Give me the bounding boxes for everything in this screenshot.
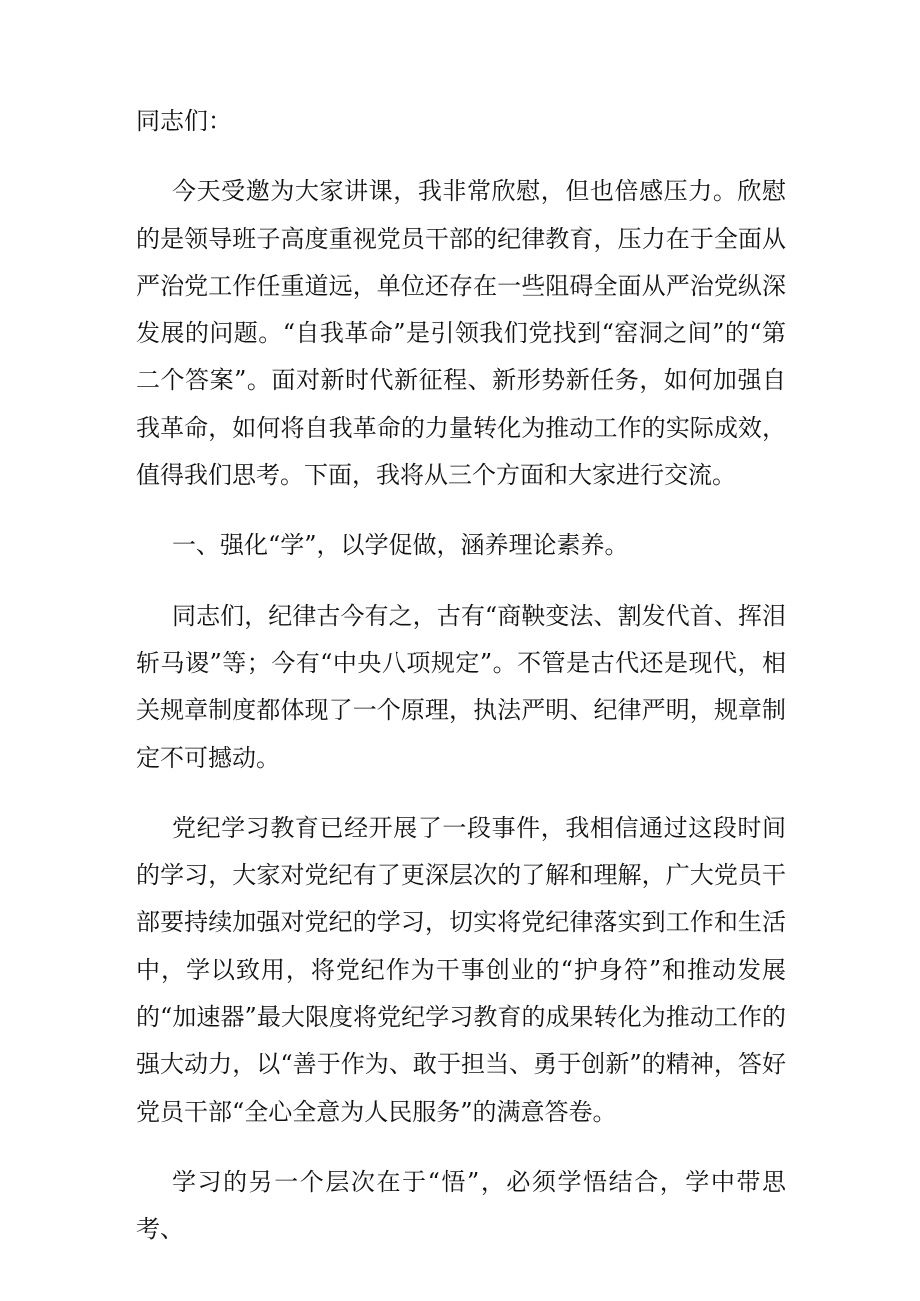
salutation: 同志们： [136, 107, 232, 135]
paragraph-learning-insight: 学习的另一个层次在于“悟”，必须学悟结合，学中带思考、 [136, 1167, 786, 1244]
section-heading-1: 一、强化“学”，以学促做，涵养理论素养。 [172, 531, 629, 560]
paragraph-intro: 今天受邀为大家讲课，我非常欣慰，但也倍感压力。欣慰的是领导班子高度重视党员干部的纪律教育，压力在于全面从严治党工作任重道远，单位还存在一些阻碍全面从严治党纵深发展的问题。“自我革命”是引领我们党找到“窑洞之间”的“第二个答案”。面对新时代新征程、新形势新任务，如何加强自我革命，如何将自我革命的力量转化为推动工作的实际成效，值得我们思考。下面，我将从三个方面和大家进行交流。 [136, 177, 786, 490]
paragraph-discipline-history: 同志们，纪律古今有之，古有“商鞅变法、割发代首、挥泪斩马谡”等；今有“中央八项规定”。不管是古代还是现代，相关规章制度都体现了一个原理，执法严明、纪律严明，规章制定不可撼动。 [136, 601, 786, 772]
paragraph-discipline-education: 党纪学习教育已经开展了一段事件，我相信通过这段时间的学习，大家对党纪有了更深层次的了解和理解，广大党员干部要持续加强对党纪的学习，切实将党纪律落实到工作和生活中，学以致用，将党纪作为干事创业的“护身符”和推动发展的“加速器”最大限度将党纪学习教育的成果转化为推动工作的强大动力，以“善于作为、敢于担当、勇于创新”的精神，答好党员干部“全心全意为人民服务”的满意答卷。 [136, 813, 786, 1126]
document-body [136, 98, 786, 1277]
